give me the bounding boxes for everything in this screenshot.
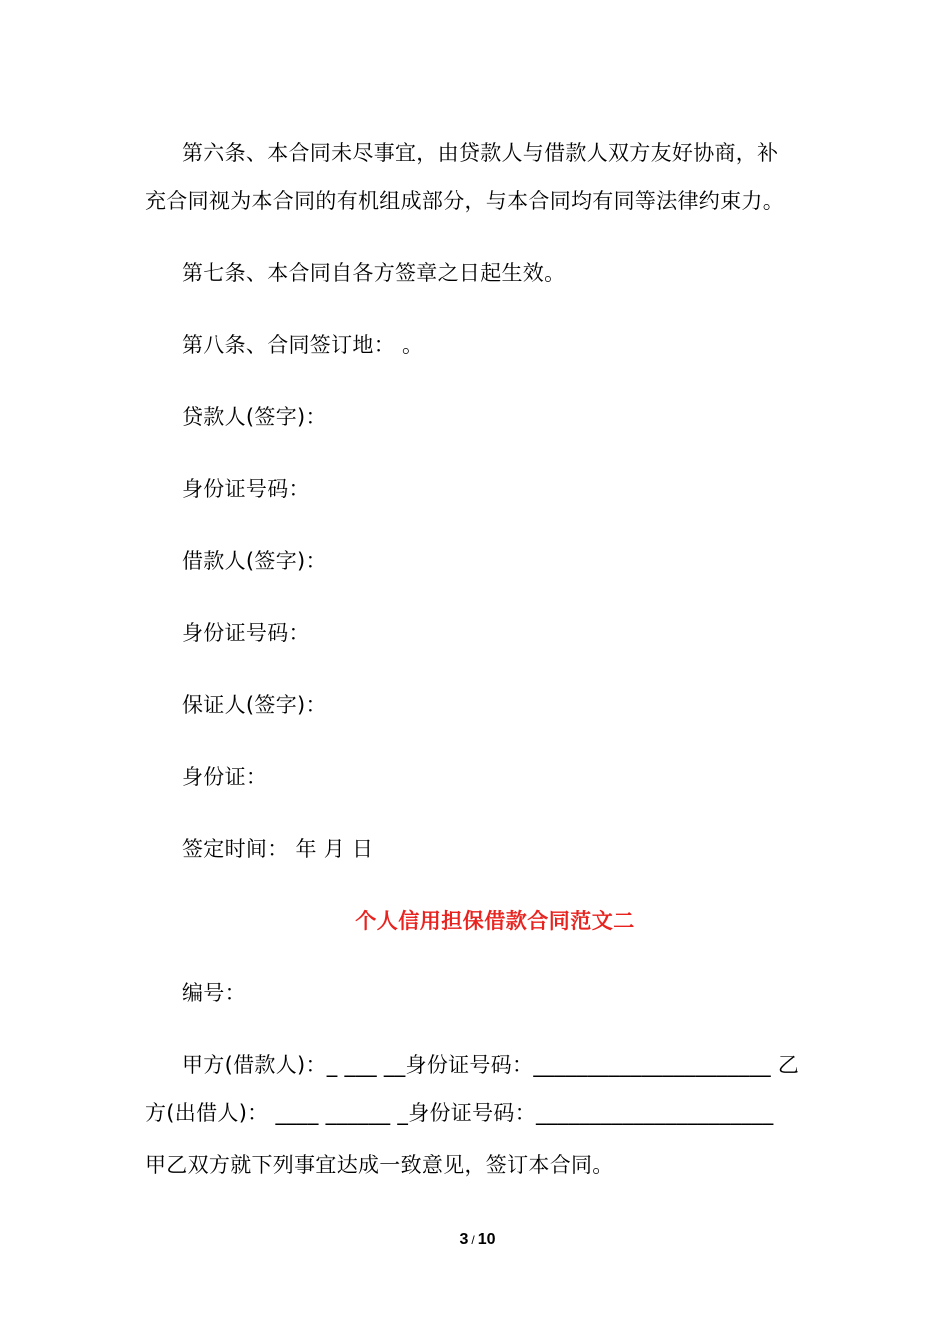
- guarantor-signature-label: 保证人(签字)：: [182, 693, 327, 717]
- party-b-line: 方(出借人)： ____ ______ _身份证号码：______________________: [145, 1101, 774, 1125]
- borrower-id-label: 身份证号码：: [182, 621, 310, 645]
- lender-id-label: 身份证号码：: [182, 477, 310, 501]
- agreement-statement: 甲乙双方就下列事宜达成一致意见，签订本合同。: [145, 1153, 614, 1177]
- article-6-line-1: 第六条、本合同未尽事宜，由贷款人与借款人双方友好协商，补: [182, 141, 779, 165]
- borrower-signature-label: 借款人(签字)：: [182, 549, 327, 573]
- article-7: 第七条、本合同自各方签章之日起生效。: [182, 261, 566, 285]
- section-title: 个人信用担保借款合同范文二: [355, 909, 635, 933]
- page-separator: /: [471, 1233, 475, 1247]
- contract-number-label: 编号：: [182, 981, 246, 1005]
- lender-signature-label: 贷款人(签字)：: [182, 405, 327, 429]
- total-pages: 10: [477, 1231, 496, 1248]
- current-page: 3: [459, 1231, 469, 1248]
- party-a-line: 甲方(借款人)：_ ___ __身份证号码：______________________ 乙: [182, 1053, 800, 1077]
- page-number: [0, 1228, 950, 1252]
- article-8: 第八条、合同签订地： 。: [182, 333, 424, 357]
- article-6-line-2: 充合同视为本合同的有机组成部分，与本合同均有同等法律约束力。: [145, 189, 784, 213]
- signing-date-label: 签定时间： 年 月 日: [182, 837, 374, 861]
- guarantor-id-label: 身份证：: [182, 765, 268, 789]
